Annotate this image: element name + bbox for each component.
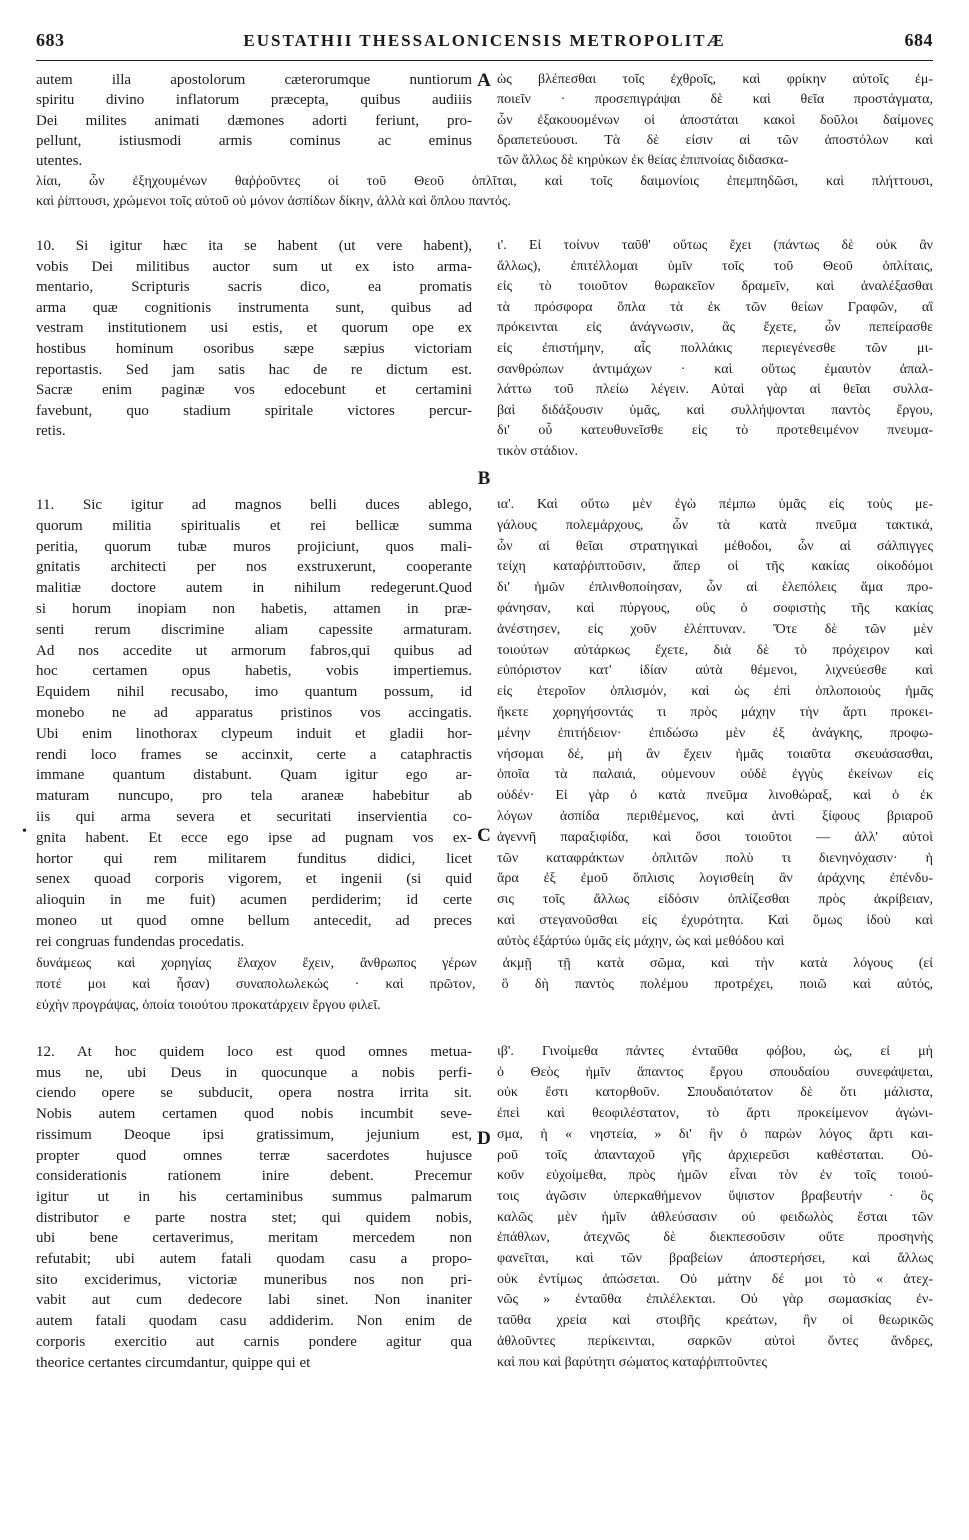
intro-greek-line: ὧν ἐξακουομένων οἱ ἀποστάται κακοὶ δοῦλοι δαίμονες [497, 112, 933, 128]
s11-latin-line: malitiæ doctore autem in nihilum redegerunt.Quod [36, 580, 472, 597]
s11-greek-line: φάνησαν, καὶ πύργους, οὓς ὁ σοφιστὴς τῆς κακίας [497, 601, 933, 616]
intro-greek-line: ποιεῖν · προσεπιγράψαι δὲ καὶ θεῖα προστάγματα, [497, 92, 933, 108]
s10-greek-line: εἰς τὸ τοιοῦτον θωρακεῖον δραμεῖν, καὶ ἀναλέξασθαι [497, 279, 933, 295]
intro-latin-line: spiritu divino inflatorum præcepta, quibus audiiis [36, 92, 472, 109]
s11-latin-line: rei congruas fundendas procedatis. [36, 933, 245, 950]
s11-greek-line: οὐδέν· Εἰ γὰρ ὁ κατὰ πνεῦμα λινοθώραξ, καὶ ὁ ἐκ [497, 788, 933, 804]
s12-greek-line: οὐκ ἔστι κατορθοῦν. Σπουδαιότατον δὲ ὅτι μάλιστα, [497, 1085, 933, 1101]
s12-greek-line: ἀθλοῦντες περίκεινται, σαρκῶν αὐτοὶ ὄντες ἄνδρες, [497, 1333, 933, 1349]
s12-latin-line: mus ne, ubi Deus in quocunque a nobis perfi- [36, 1064, 472, 1081]
s10-greek-line: ἄλλως), ἐπιτέλλομαι ὑμῖν τοῖς τοῦ Θεοῦ ὁπλίταις, [497, 258, 933, 274]
s12-latin-line: 12. At hoc quidem loco est quod omnes metua- [36, 1044, 472, 1060]
s11-greek-line: δι' ἡμῶν ἐπλινθοποίησαν, ὧν αἱ ἑλεπόλεις ἅμα προ- [497, 580, 933, 596]
section-marker-b: B [477, 468, 491, 489]
s10-greek-line: τικὸν στάδιον. [497, 444, 578, 459]
s10-greek-line: βαὶ διδάξουσιν ὑμᾶς, καὶ συλλήψονται παντὸς ἔργου, [497, 402, 933, 418]
s10-latin-line: 10. Si igitur hæc ita se habent (ut vere habent), [36, 238, 472, 254]
s11-full-line: ποτέ μοι καὶ ἦσαν) συναπολωλεκώς · καὶ πρῶτον, ὃ δὴ παντὸς πολέμου προτρέχει, ποιῶ καὶ αὐτός, [36, 976, 933, 992]
s11-greek-line: τῶν καταφράκτων ὁπλιτῶν πολὺ τι διενηνόχασιν· ἡ [497, 850, 933, 866]
s10-latin-line: retis. [36, 423, 66, 440]
intro-greek-line: τῶν ἄλλως δὲ κηρύκων ἐκ θείας ἐπιπνοίας διδασκα- [497, 153, 789, 169]
intro-greek-line: δραπετεύουσι. Τὰ δὲ εἰσιν αἱ τῶν ἀποστόλων καὶ [497, 132, 933, 148]
s10-latin-line: reportastis. Sed jam satis hac de re dictum est. [36, 361, 472, 378]
s11-latin-line: hortor qui rem militarem funditus didici, licet [36, 850, 472, 867]
s11-latin-line: immane quantum distabunt. Quam igitur ego ar- [36, 767, 472, 784]
s11-greek-line: ἄρα ἐξ ἐμοῦ ὅπλισις λογισθείη ἂν ἀράχνης ἐπένδυ- [497, 871, 933, 887]
s12-greek-line: φανεῖται, καὶ τῶν βραβείων ἀποστερήσει, καὶ ἄλλως [497, 1251, 933, 1266]
s11-latin-line: Ad nos accedite ut armorum fabros,qui quibus ad [36, 642, 472, 659]
s11-latin-line: maturam nuncupo, pro tela araneæ habebitur ab [36, 788, 472, 805]
s12-latin-line: Nobis autem certamen quod nobis incumbit seve- [36, 1106, 472, 1123]
s11-greek-line: τείχη καταῤῥιπτοῦσιν, ἅπερ οἱ τῆς κακίας οἰκοδόμοι [497, 559, 933, 575]
section-marker-a: A [477, 70, 491, 91]
s10-greek-line: τὰ πρόσφορα ὅπλα τὰ ἐκ τῶν θείων Γραφῶν, αἳ [497, 299, 933, 315]
s11-greek-line: ὧν αἱ θεῖαι στρατηγικαὶ μέθοδοι, ὧν αἱ σάλπιγγες [497, 538, 933, 554]
s10-latin-line: arma quæ cognitionis instrumenta sunt, quibus ad [36, 299, 472, 316]
s11-latin-line: senti rerum discrimine aliam capessite armaturam. [36, 621, 472, 638]
s11-latin-line: alioquin in me fuit) acumen perdiderim; id certe [36, 892, 472, 909]
intro-latin-line: autem illa apostolorum cæterorumque nuntiorum [36, 72, 472, 88]
intro-full-line: καὶ ῥίπτουσι, χρώμενοι τοῖς αὐτοῦ οὐ μόνον ἀσπίδων δίκην, ἀλλὰ καὶ ὅπλου παντός. [36, 194, 511, 210]
s11-greek-line: τοιούτων αὐτάρκως ἔχετε, διὰ δὲ τὸ πρόχειρον καὶ [497, 642, 933, 658]
s12-greek-line: καλῶς μὲν ἡμῖν ἀθλεύσασιν οὐ φειδωλὸς ἔσται τῶν [497, 1209, 933, 1225]
s12-greek-line: ιβ'. Γινοίμεθα πάντες ἐνταῦθα φόβου, ὡς, εἰ μὴ [497, 1044, 933, 1059]
intro-latin-line: pellunt, istiusmodi armis cominus ac eminus [36, 132, 472, 149]
s11-greek-line: γάλους πολεμάρχους, ὧν τὰ κατὰ πνεῦμα τακτικά, [497, 517, 933, 533]
s10-latin-line: vestram institutionem usi estis, et quorum ope ex [36, 320, 472, 337]
s11-greek-line: ἀνέστησεν, εἰς χοῦν ἐλέπτυναν. Ὅτε δὲ τῶν μὲν [497, 621, 933, 637]
s11-greek-line: μένην ἐπιτήδειον· ἐπιδώσω μὲν ἐξ ἀνάγκης, προφω- [497, 725, 933, 741]
s11-greek-line: σις τοῖς ἄλλως εἰδόσιν ὁπλίζεσθαι πρὸς ἀκρίβειαν, [497, 892, 933, 908]
s11-latin-line: quorum militia spiritualis et rei bellicæ summa [36, 517, 472, 534]
s12-greek-line: ἐπεὶ καὶ θεοφιλέστατον, τὸ ἄρτι προκείμενον ἀγώνι- [497, 1106, 933, 1122]
s10-greek-line: ι'. Εἰ τοίνυν ταῦθ' οὕτως ἔχει (πάντως δὲ οὐκ ἂν [497, 238, 933, 253]
intro-full-line: λίαι, ὧν ἐξηχουμένων θαῤῥοῦντες οἱ τοῦ Θεοῦ ὁπλῖται, καὶ τοῖς δαιμονίοις ἐπεμπηδῶσι, καὶ πλήττουσι, [36, 174, 933, 189]
s11-full-line: εὐχὴν προγράψας, ὁποία τοιούτου προκατάρχειν ἔργου φιλεῖ. [36, 997, 381, 1013]
s11-greek-line: νήσομαι δέ, μὴ ἂν ἔχειν ἡμᾶς τοιαῦτα σκευάσασθαι, [497, 746, 933, 762]
margin-mark: • [22, 824, 27, 839]
intro-greek-line: ὡς βλέπεσθαι τοῖς ἐχθροῖς, καὶ φρίκην αὐτοῖς ἐμ- [497, 72, 933, 87]
s11-greek-line: ια'. Καὶ οὕτω μὲν ἐγὼ πέμπω ὑμᾶς εἰς τοὺς με- [497, 497, 933, 512]
s11-greek-line: ἥκετε χορηγήσοντάς τι πρὸς μάχην τὴν ἄρτι προκει- [497, 705, 933, 720]
section-marker-d: D [477, 1128, 491, 1149]
s12-greek-line: νῶς » ἐνταῦθα ἐπιλέλεκται. Οὐ γὰρ σωμασκίας ἐν- [497, 1292, 933, 1308]
s12-greek-line: οὐκ ἐντίμως ἀπώσεται. Οὐ μάτην δέ μοι τὸ « ἀτεχ- [497, 1271, 933, 1287]
s12-latin-line: refutabit; ubi autem fatali quodam casu a propo- [36, 1251, 472, 1267]
s11-greek-line: ἀγεννῆ παραξιφίδα, καὶ ὅσοι τοιοῦτοι — ἀλλ' αὐτοὶ [497, 829, 933, 845]
s11-latin-line: moneo ut quod omne bellum antecedit, ad preces [36, 913, 472, 929]
s10-latin-line: hostibus hominum osoribus sæpe sæpius victoriam [36, 341, 472, 357]
s11-latin-line: Ubi enim linothorax clypeum induit et gladii hor- [36, 725, 472, 742]
s11-latin-line: peritia, quorum tubæ muros projiciunt, quos mali- [36, 538, 472, 555]
s10-latin-line: favebunt, quo stadium spiritale victores percur- [36, 402, 472, 419]
page-header [36, 30, 933, 61]
s11-latin-line: senex quoad corporis vigorem, et ingenii (si quid [36, 871, 472, 888]
s12-latin-line: autem fatali quodam casu addiderim. Non enim de [36, 1313, 472, 1330]
s11-greek-line: εὐπόριστον κατ' ἰδίαν αὐτὰ θέμενοι, λιχνεύεσθε καὶ [497, 663, 933, 679]
s12-greek-line: ἐπάθλων, ἀτεχνῶς δὲ διεκπεσοῦσιν οὔτε προσηνὴς [497, 1230, 933, 1246]
s10-greek-line: εἰς ἐπιστήμην, αἷς πολλάκις περιεγένεσθε τῶν μι- [497, 341, 933, 356]
intro-latin-line: utentes. [36, 153, 83, 170]
s11-latin-line: Equidem nihil recusabo, imo quantum possum, id [36, 684, 472, 701]
s11-latin-line: rendi loco frames se accinxit, certe a cataphractis [36, 746, 472, 763]
s12-latin-line: considerationis rationem inire debent. Precemur [36, 1168, 472, 1185]
s12-greek-line: ταῦθα χρεία καὶ στοιβῆς κρεάτων, ἣν οἱ θεωρικῶς [497, 1313, 933, 1329]
s12-greek-line: τοις ἀγῶσιν ὑπερκαθήμενον ὕψιστον βραβευτήν · ὃς [497, 1188, 933, 1204]
running-title: EUSTATHII THESSALONICENSIS METROPOLITÆ [243, 31, 726, 50]
s10-greek-line: σανθρώπων ἀντιμάχων · καὶ οὕτως ἐμαυτὸν ἀπαλ- [497, 361, 933, 377]
s12-latin-line: vabit aut cum dedecore labi sinet. Non inaniter [36, 1292, 472, 1309]
s12-greek-line: κοῦν εὐχοίμεθα, πρὸς ἡμῶν εἶναι τὸν ἐν τοῖς τοιού- [497, 1168, 933, 1184]
s12-latin-line: corporis exercitio aut carnis pondere agitur qua [36, 1333, 472, 1350]
s12-latin-line: ciendo opere se subducit, opera nostra irrita sit. [36, 1085, 472, 1102]
s11-greek-line: αὐτὸς ἐξάρτύω ὑμᾶς εἰς μάχην, ὡς καὶ μεθόδου καὶ [497, 933, 785, 949]
s12-latin-line: distributor e parte nostra stet; qui quidem nobis, [36, 1209, 472, 1226]
s11-latin-line: gnitatis architecti per nos exstruxerunt, cooperante [36, 559, 472, 576]
intro-latin-line: Dei milites animati dæmones adorti feriunt, pro- [36, 112, 472, 129]
s12-latin-line: propter quod omnes terræ sacerdotes hujusce [36, 1147, 472, 1164]
s10-latin-line: mentario, Scripturis sacris dico, ea promatis [36, 279, 472, 296]
s10-greek-line: λάττω τοῦ πλείω λέγειν. Αὐταὶ γὰρ αἱ θεῖαι συλλα- [497, 382, 933, 398]
s11-greek-line: εἰς ἑτεροῖον ὁπλισμόν, καὶ ὡς ἐπὶ ὁπλοποιοὺς ἡμᾶς [497, 684, 933, 700]
s12-greek-line: ὁ Θεὸς ἡμῖν ἅπαντος ἔργου σπουδαίου συνεφάψεται, [497, 1064, 933, 1080]
right-page-number: 684 [904, 30, 933, 50]
s10-greek-line: πρόκεινται εἰς ἀνάγνωσιν, ἃς ἔχετε, ὧν πεπείρασθε [497, 320, 933, 336]
s11-greek-line: καὶ στεγανοῦσθαι εἰς ἐχυρότητα. Καὶ ὅμως ἰδοὺ καὶ [497, 913, 933, 928]
s12-latin-line: theorice certantes circumdantur, quippe qui et [36, 1354, 311, 1371]
s10-greek-line: δι' οὗ κατευθυνεῖσθε εἰς τὸ προτεθειμένον πνευμα- [497, 423, 933, 439]
s11-latin-line: iis qui arma severa et securitati inservientia co- [36, 809, 472, 825]
left-page-number: 683 [36, 30, 65, 50]
s12-greek-line: σμα, ἡ « νηστεία, » δι' ἣν ὁ παρὼν λόγος ἄρτι και- [497, 1126, 933, 1142]
s12-greek-line: ροῦ τοῖς ἁπανταχοῦ γῆς ἀρχιερεῦσι καθέσταται. Οὐ- [497, 1147, 933, 1163]
s11-latin-line: monebo ne ad apparatus pristinos vos accingatis. [36, 705, 472, 721]
s10-latin-line: vobis Dei militibus auctor sum ut ex isto arma- [36, 258, 472, 275]
s11-latin-line: hoc certamen opus habetis, vobis impertiemus. [36, 663, 472, 680]
s11-greek-line: ὁποῖα τὰ παλαιά, οὐμενουν οὐδὲ ἐγγὺς ἐκείνων εἰς [497, 767, 933, 783]
s11-latin-line: 11. Sic igitur ad magnos belli duces ablego, [36, 497, 472, 513]
s11-latin-line: gnita habent. Et ecce ego ipse ad pugnam vos ex- [36, 829, 472, 846]
s12-greek-line: καὶ που καὶ βαρύτητι σώματος καταῤῥιπτοῦντες [497, 1354, 768, 1370]
s12-latin-line: sito exciderimus, victoriæ muneribus nos non pri- [36, 1271, 472, 1288]
s11-greek-line: λόγων ἀσπίδα περιθέμενος, καὶ ἀντὶ ξίφους βριαροῦ [497, 809, 933, 824]
s11-full-line: δυνάμεως καὶ χορηγίας ἔλαχον ἔχειν, ἄνθρωπος γέρων ἀκμῇ τῇ κατὰ σῶμα, καὶ τὴν κατὰ λόγους (εἰ [36, 956, 933, 971]
s11-latin-line: si horum inopiam non habetis, attamen in præ- [36, 601, 472, 617]
s10-latin-line: Sacræ enim paginæ vos edocebunt et certamini [36, 382, 472, 399]
s12-latin-line: ubi bene certaverimus, meritam mercedem non [36, 1230, 472, 1247]
section-marker-c: C [477, 825, 491, 846]
s12-latin-line: igitur ut in his certaminibus summus palmarum [36, 1188, 472, 1205]
s12-latin-line: rissimum Deoque ipsi gratissimum, jejunium est, [36, 1126, 472, 1143]
